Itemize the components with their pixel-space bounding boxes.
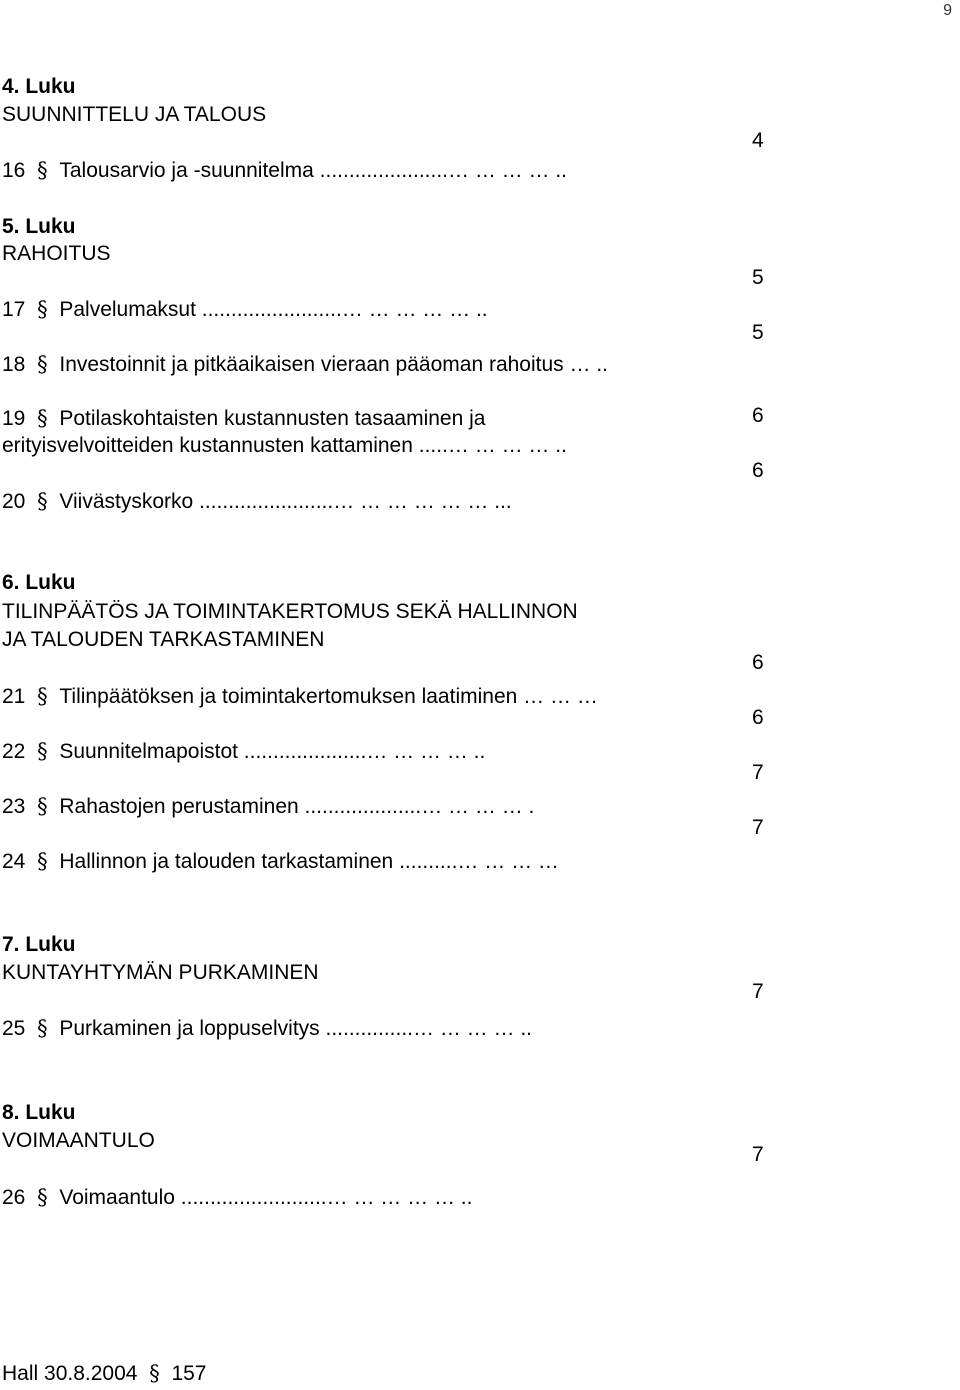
toc-entry-19-continued: erityisvelvoitteiden kustannusten kattaminen .....… … … … .. bbox=[2, 434, 567, 457]
section-sign-icon: § bbox=[37, 297, 48, 321]
section-sign-icon: § bbox=[37, 1185, 48, 1209]
section-sign-icon: § bbox=[37, 1016, 48, 1040]
toc-entry-26[interactable] bbox=[2, 1184, 472, 1211]
section-sign-icon: § bbox=[37, 489, 48, 513]
entry-text: Palvelumaksut ........................… … … … … .. bbox=[59, 298, 488, 321]
entry-page-26: 7 bbox=[752, 1143, 764, 1166]
section-sign-icon: § bbox=[37, 158, 48, 182]
entry-text: Hallinnon ja talouden tarkastaminen ..........… … … … bbox=[59, 850, 559, 873]
entry-page-17: 5 bbox=[752, 266, 764, 289]
footer bbox=[2, 1360, 206, 1387]
entry-text: Purkaminen ja loppuselvitys ...............… … … … .. bbox=[59, 1017, 533, 1040]
section-4-heading: 4. Luku bbox=[2, 75, 76, 98]
entry-page-19: 6 bbox=[752, 404, 764, 427]
section-5-heading: 5. Luku bbox=[2, 215, 76, 238]
entry-number: 24 bbox=[2, 850, 26, 873]
entry-page-22: 6 bbox=[752, 706, 764, 729]
section-6-title: TILINPÄÄTÖS JA TOIMINTAKERTOMUS SEKÄ HALLINNON bbox=[2, 600, 578, 623]
footer-section-number: 157 bbox=[171, 1362, 207, 1385]
entry-page-23: 7 bbox=[752, 761, 764, 784]
entry-number: 25 bbox=[2, 1017, 26, 1040]
section-5-title: RAHOITUS bbox=[2, 242, 111, 265]
toc-entry-22[interactable] bbox=[2, 738, 485, 765]
toc-entry-20[interactable] bbox=[2, 488, 512, 515]
toc-entry-25[interactable] bbox=[2, 1015, 532, 1042]
section-sign-icon: § bbox=[37, 406, 48, 430]
entry-text: Talousarvio ja -suunnitelma ......................… … … … .. bbox=[59, 159, 568, 182]
entry-number: 20 bbox=[2, 490, 26, 513]
entry-page-21: 6 bbox=[752, 651, 764, 674]
entry-page-25: 7 bbox=[752, 980, 764, 1003]
section-8-heading: 8. Luku bbox=[2, 1101, 76, 1124]
entry-text: Viivästyskorko .......................… … … … … … ... bbox=[59, 490, 512, 513]
section-sign-icon: § bbox=[37, 352, 48, 376]
footer-date: Hall 30.8.2004 bbox=[2, 1362, 138, 1385]
entry-number: 16 bbox=[2, 159, 26, 182]
toc-entry-17[interactable] bbox=[2, 296, 488, 323]
entry-page-16: 4 bbox=[752, 129, 764, 152]
section-sign-icon: § bbox=[149, 1361, 160, 1385]
entry-number: 26 bbox=[2, 1186, 26, 1209]
section-sign-icon: § bbox=[37, 794, 48, 818]
entry-number: 23 bbox=[2, 795, 26, 818]
section-7-title: KUNTAYHTYMÄN PURKAMINEN bbox=[2, 961, 319, 984]
toc-entry-24[interactable] bbox=[2, 848, 559, 875]
page-number: 9 bbox=[943, 2, 952, 19]
entry-number: 21 bbox=[2, 685, 26, 708]
toc-entry-16[interactable] bbox=[2, 157, 567, 184]
entry-text: Tilinpäätöksen ja toimintakertomuksen laatiminen … … … bbox=[59, 685, 598, 708]
toc-entry-18[interactable] bbox=[2, 351, 608, 378]
toc-entry-21[interactable] bbox=[2, 683, 598, 710]
entry-page-24: 7 bbox=[752, 816, 764, 839]
section-sign-icon: § bbox=[37, 739, 48, 763]
entry-page-18: 5 bbox=[752, 321, 764, 344]
entry-text: Investoinnit ja pitkäaikaisen vieraan pääoman rahoitus … .. bbox=[59, 353, 609, 376]
section-8-title: VOIMAANTULO bbox=[2, 1129, 155, 1152]
section-6-heading: 6. Luku bbox=[2, 571, 76, 594]
entry-text: Suunnitelmapoistot .....................… … … … .. bbox=[59, 740, 486, 763]
section-6-title-line2: JA TALOUDEN TARKASTAMINEN bbox=[2, 628, 325, 651]
entry-number: 18 bbox=[2, 353, 26, 376]
entry-number: 17 bbox=[2, 298, 26, 321]
section-sign-icon: § bbox=[37, 684, 48, 708]
entry-text: Rahastojen perustaminen ....................… … … … . bbox=[59, 795, 535, 818]
toc-entry-23[interactable] bbox=[2, 793, 534, 820]
section-7-heading: 7. Luku bbox=[2, 933, 76, 956]
toc-entry-19[interactable] bbox=[2, 405, 485, 432]
entry-text: Voimaantulo .........................… … … … … .. bbox=[59, 1186, 473, 1209]
section-4-title: SUUNNITTELU JA TALOUS bbox=[2, 103, 267, 126]
entry-number: 22 bbox=[2, 740, 26, 763]
section-sign-icon: § bbox=[37, 849, 48, 873]
entry-text: Potilaskohtaisten kustannusten tasaaminen ja bbox=[59, 407, 486, 430]
entry-page-20: 6 bbox=[752, 459, 764, 482]
entry-number: 19 bbox=[2, 407, 26, 430]
